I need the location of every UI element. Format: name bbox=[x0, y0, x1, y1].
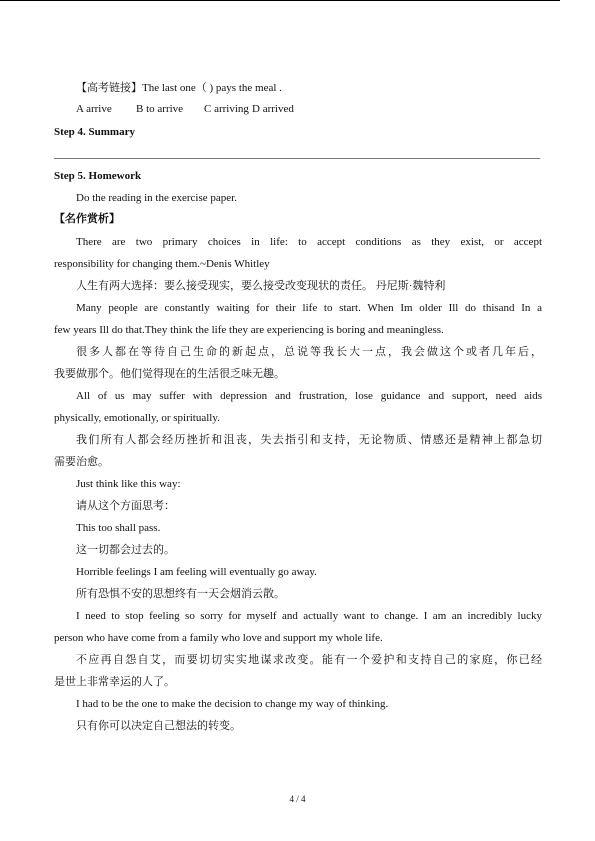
option-c: C arriving bbox=[204, 103, 249, 115]
appreciation-line-6: 很多人都在等待自己生命的新起点，总说等我长大一点，我会做这个或者几年后， bbox=[76, 346, 542, 358]
appreciation-heading: 【名作赏析】 bbox=[54, 213, 120, 225]
appreciation-line-1: There are two primary choices in life: to accept conditions as they exist, or accept bbox=[76, 236, 542, 248]
step4-heading: Step 4. Summary bbox=[54, 126, 135, 138]
appreciation-line-17: 所有恐惧不安的思想终有一天会烟消云散。 bbox=[76, 588, 285, 600]
appreciation-line-10: 我们所有人都会经历挫折和沮丧，失去指引和支持，无论物质、情感还是精神上都急切 bbox=[76, 434, 542, 446]
page-number: 4 / 4 bbox=[289, 794, 306, 804]
appreciation-line-18: I need to stop feeling so sorry for myself and actually want to change. I am an incredibly lucky bbox=[76, 610, 542, 622]
summary-divider bbox=[54, 158, 540, 159]
appreciation-line-21: 是世上非常幸运的人了。 bbox=[54, 676, 175, 688]
appreciation-line-14: This too shall pass. bbox=[76, 522, 161, 534]
appreciation-line-19: person who have come from a family who love and support my whole life. bbox=[54, 632, 383, 644]
appreciation-line-15: 这一切都会过去的。 bbox=[76, 544, 175, 556]
option-a: A arrive bbox=[76, 103, 112, 115]
appreciation-line-4: Many people are constantly waiting for their life to start. When Im older Ill do thisand In a bbox=[76, 302, 542, 314]
appreciation-line-23: 只有你可以决定自己想法的转变。 bbox=[76, 720, 241, 732]
appreciation-line-9: physically, emotionally, or spiritually. bbox=[54, 412, 220, 424]
gaokao-question: 【高考链接】The last one（ ) pays the meal . bbox=[76, 82, 282, 94]
appreciation-line-12: Just think like this way: bbox=[76, 478, 181, 490]
appreciation-line-5: few years Ill do that.They think the life they are experiencing is boring and meaningless. bbox=[54, 324, 444, 336]
top-border-line bbox=[0, 0, 560, 1]
homework-text: Do the reading in the exercise paper. bbox=[76, 192, 237, 204]
option-b: B to arrive bbox=[136, 103, 184, 115]
appreciation-line-7: 我要做那个。他们觉得现在的生活很乏味无趣。 bbox=[54, 368, 285, 380]
option-d: D arrived bbox=[252, 103, 294, 115]
appreciation-line-22: I had to be the one to make the decision to change my way of thinking. bbox=[76, 698, 389, 710]
appreciation-line-13: 请从这个方面思考： bbox=[76, 500, 175, 512]
appreciation-line-20: 不应再自怨自艾，而要切切实实地谋求改变。能有一个爱护和支持自己的家庭，你已经 bbox=[76, 654, 542, 666]
appreciation-line-8: All of us may suffer with depression and frustration, lose guidance and support, need aids bbox=[76, 390, 542, 402]
appreciation-line-11: 需要治愈。 bbox=[54, 456, 109, 468]
appreciation-line-3: 人生有两大选择：要么接受现实，要么接受改变现状的责任。 丹尼斯·魏特利 bbox=[76, 280, 446, 292]
step5-heading: Step 5. Homework bbox=[54, 170, 142, 182]
appreciation-line-2: responsibility for changing them.~Denis Whitley bbox=[54, 258, 270, 270]
appreciation-line-16: Horrible feelings I am feeling will eventually go away. bbox=[76, 566, 317, 578]
